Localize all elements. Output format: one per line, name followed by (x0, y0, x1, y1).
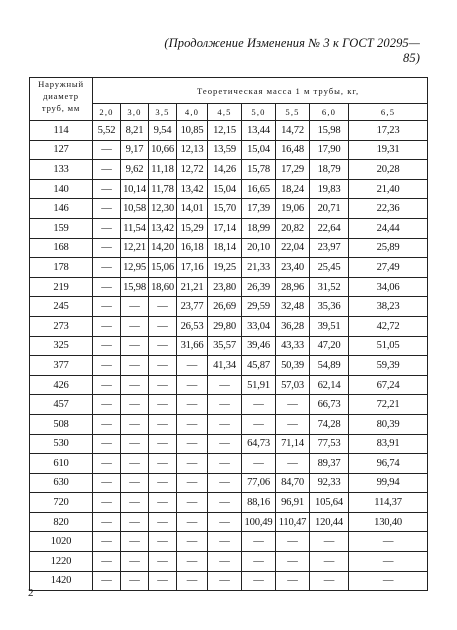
table-row (30, 160, 428, 180)
mass-value-cell: 29,59 (242, 297, 276, 317)
mass-value-cell: — (349, 532, 428, 552)
page-number: 2 (28, 587, 34, 599)
mass-value-cell: 62,14 (310, 375, 349, 395)
mass-value-cell: — (121, 336, 149, 356)
mass-value-cell: 15,98 (310, 121, 349, 141)
mass-value-cell: — (208, 375, 242, 395)
mass-value-cell: 15,78 (242, 160, 276, 180)
mass-value-cell: 11,78 (149, 179, 177, 199)
mass-value-cell: 19,31 (349, 140, 428, 160)
mass-value-cell: 22,04 (276, 238, 310, 258)
mass-value-cell: — (121, 512, 149, 532)
mass-value-cell: 114,37 (349, 493, 428, 513)
mass-value-cell: — (177, 395, 208, 415)
mass-value-cell: — (349, 552, 428, 572)
mass-value-cell: — (208, 571, 242, 591)
mass-value-cell: — (93, 297, 121, 317)
corner-header-line: Наружный (38, 79, 84, 89)
mass-value-cell: — (242, 395, 276, 415)
mass-value-cell: 9,62 (121, 160, 149, 180)
wall-thickness-header: 2,0 (93, 104, 121, 121)
mass-value-cell: — (121, 414, 149, 434)
table-row (30, 121, 428, 141)
pipe-mass-table (29, 77, 428, 591)
table-row (30, 199, 428, 219)
mass-value-cell: — (121, 356, 149, 376)
mass-value-cell: — (149, 434, 177, 454)
mass-value-cell: — (149, 493, 177, 513)
mass-value-cell: 88,16 (242, 493, 276, 513)
outer-diameter-cell: 1020 (30, 532, 93, 552)
mass-value-cell: 12,30 (149, 199, 177, 219)
mass-value-cell: 15,70 (208, 199, 242, 219)
mass-value-cell: 74,28 (310, 414, 349, 434)
table-row (30, 238, 428, 258)
mass-value-cell: — (149, 473, 177, 493)
outer-diameter-cell: 168 (30, 238, 93, 258)
mass-value-cell: — (93, 571, 121, 591)
mass-value-cell: — (93, 434, 121, 454)
outer-diameter-cell: 377 (30, 356, 93, 376)
mass-value-cell: 51,05 (349, 336, 428, 356)
mass-value-cell: 80,39 (349, 414, 428, 434)
mass-value-cell: — (177, 434, 208, 454)
mass-value-cell: 11,54 (121, 218, 149, 238)
outer-diameter-cell: 820 (30, 512, 93, 532)
mass-value-cell: 28,96 (276, 277, 310, 297)
mass-value-cell: — (93, 179, 121, 199)
mass-value-cell: 12,95 (121, 258, 149, 278)
outer-diameter-cell: 146 (30, 199, 93, 219)
mass-value-cell: 31,66 (177, 336, 208, 356)
mass-value-cell: — (93, 375, 121, 395)
table-row (30, 434, 428, 454)
table-row (30, 512, 428, 532)
mass-value-cell: 13,42 (177, 179, 208, 199)
mass-value-cell: 66,73 (310, 395, 349, 415)
mass-value-cell: 23,77 (177, 297, 208, 317)
mass-value-cell: 14,20 (149, 238, 177, 258)
table-row (30, 552, 428, 572)
mass-value-cell: — (121, 532, 149, 552)
mass-value-cell: — (349, 571, 428, 591)
mass-value-cell: 16,18 (177, 238, 208, 258)
mass-value-cell: 12,13 (177, 140, 208, 160)
mass-value-cell: 29,80 (208, 316, 242, 336)
mass-value-cell: — (149, 375, 177, 395)
mass-value-cell: — (242, 571, 276, 591)
mass-value-cell: — (121, 493, 149, 513)
table-row (30, 258, 428, 278)
table-row (30, 571, 428, 591)
mass-value-cell: — (149, 532, 177, 552)
mass-value-cell: 72,21 (349, 395, 428, 415)
mass-value-cell: 54,89 (310, 356, 349, 376)
mass-value-cell: 14,01 (177, 199, 208, 219)
mass-value-cell: 12,72 (177, 160, 208, 180)
mass-value-cell: 20,71 (310, 199, 349, 219)
mass-value-cell: 13,59 (208, 140, 242, 160)
mass-value-cell: 18,79 (310, 160, 349, 180)
mass-value-cell: — (93, 512, 121, 532)
wall-thickness-header: 6,5 (349, 104, 428, 121)
table-row (30, 179, 428, 199)
mass-value-cell: — (149, 454, 177, 474)
mass-value-cell: 18,24 (276, 179, 310, 199)
theoretical-mass-header: Теоретическая масса 1 м трубы, кг, (93, 78, 428, 104)
mass-value-cell: 14,72 (276, 121, 310, 141)
outer-diameter-cell: 630 (30, 473, 93, 493)
wall-thickness-header: 3,5 (149, 104, 177, 121)
continuation-header: (Продолжение Изменения № 3 к ГОСТ 20295—85) (164, 36, 420, 65)
mass-value-cell: — (93, 316, 121, 336)
mass-value-cell: 10,85 (177, 121, 208, 141)
mass-value-cell: — (121, 552, 149, 572)
outer-diameter-header (30, 78, 93, 121)
mass-value-cell: — (93, 140, 121, 160)
mass-value-cell: 92,33 (310, 473, 349, 493)
mass-value-cell: 17,29 (276, 160, 310, 180)
mass-value-cell: — (149, 297, 177, 317)
mass-value-cell: 15,29 (177, 218, 208, 238)
mass-value-cell: 18,60 (149, 277, 177, 297)
mass-value-cell: — (310, 552, 349, 572)
mass-value-cell: 64,73 (242, 434, 276, 454)
mass-value-cell: — (177, 356, 208, 376)
mass-value-cell: 21,21 (177, 277, 208, 297)
table-row (30, 454, 428, 474)
mass-value-cell: — (177, 493, 208, 513)
mass-value-cell: 14,26 (208, 160, 242, 180)
outer-diameter-cell: 159 (30, 218, 93, 238)
mass-value-cell: — (149, 552, 177, 572)
mass-value-cell: — (208, 395, 242, 415)
mass-value-cell: — (177, 571, 208, 591)
mass-value-cell: 77,53 (310, 434, 349, 454)
mass-value-cell: 45,87 (242, 356, 276, 376)
mass-value-cell: 89,37 (310, 454, 349, 474)
mass-value-cell: — (276, 552, 310, 572)
mass-value-cell: — (208, 414, 242, 434)
wall-thickness-header: 3,0 (121, 104, 149, 121)
wall-thickness-header: 4,5 (208, 104, 242, 121)
mass-value-cell: — (93, 414, 121, 434)
mass-value-cell: 26,39 (242, 277, 276, 297)
mass-value-cell: — (276, 532, 310, 552)
mass-value-cell: 47,20 (310, 336, 349, 356)
mass-value-cell: — (121, 375, 149, 395)
mass-value-cell: — (177, 414, 208, 434)
outer-diameter-cell: 426 (30, 375, 93, 395)
mass-value-cell: 32,48 (276, 297, 310, 317)
mass-value-cell: 9,17 (121, 140, 149, 160)
mass-value-cell: — (93, 356, 121, 376)
mass-value-cell: 96,74 (349, 454, 428, 474)
mass-value-cell: — (149, 414, 177, 434)
mass-value-cell: 50,39 (276, 356, 310, 376)
mass-value-cell: — (149, 356, 177, 376)
mass-value-cell: 67,24 (349, 375, 428, 395)
outer-diameter-cell: 178 (30, 258, 93, 278)
mass-value-cell: — (121, 571, 149, 591)
mass-value-cell: — (242, 552, 276, 572)
mass-value-cell: — (93, 160, 121, 180)
mass-value-cell: 25,45 (310, 258, 349, 278)
mass-value-cell: 110,47 (276, 512, 310, 532)
mass-value-cell: 43,33 (276, 336, 310, 356)
mass-value-cell: 96,91 (276, 493, 310, 513)
corner-header-line: труб, мм (41, 103, 81, 113)
outer-diameter-cell: 457 (30, 395, 93, 415)
mass-value-cell: 5,52 (93, 121, 121, 141)
outer-diameter-cell: 720 (30, 493, 93, 513)
outer-diameter-cell: 1420 (30, 571, 93, 591)
mass-value-cell: 35,36 (310, 297, 349, 317)
mass-value-cell: 19,06 (276, 199, 310, 219)
mass-value-cell: — (208, 473, 242, 493)
table-row (30, 277, 428, 297)
mass-value-cell: 34,06 (349, 277, 428, 297)
mass-value-cell: — (93, 218, 121, 238)
mass-value-cell: — (177, 552, 208, 572)
outer-diameter-cell: 127 (30, 140, 93, 160)
wall-thickness-header: 5,5 (276, 104, 310, 121)
mass-value-cell: — (93, 336, 121, 356)
mass-value-cell: 17,14 (208, 218, 242, 238)
table-row (30, 297, 428, 317)
mass-value-cell: 11,18 (149, 160, 177, 180)
mass-value-cell: 15,04 (242, 140, 276, 160)
mass-value-cell: — (208, 512, 242, 532)
wall-thickness-header: 6,0 (310, 104, 349, 121)
mass-value-cell: 23,80 (208, 277, 242, 297)
mass-value-cell: — (149, 395, 177, 415)
mass-value-cell: 10,66 (149, 140, 177, 160)
mass-value-cell: 17,23 (349, 121, 428, 141)
corner-header-line: диаметр (43, 91, 79, 101)
outer-diameter-cell: 273 (30, 316, 93, 336)
outer-diameter-cell: 219 (30, 277, 93, 297)
wall-thickness-header: 4,0 (177, 104, 208, 121)
outer-diameter-cell: 114 (30, 121, 93, 141)
outer-diameter-cell: 245 (30, 297, 93, 317)
mass-value-cell: — (177, 473, 208, 493)
mass-value-cell: 17,39 (242, 199, 276, 219)
mass-value-cell: 9,54 (149, 121, 177, 141)
mass-value-cell: — (177, 512, 208, 532)
table-row (30, 375, 428, 395)
mass-value-cell: — (310, 571, 349, 591)
mass-value-cell: 15,06 (149, 258, 177, 278)
table-row (30, 532, 428, 552)
table-row (30, 336, 428, 356)
outer-diameter-cell: 530 (30, 434, 93, 454)
outer-diameter-cell: 133 (30, 160, 93, 180)
mass-value-cell: — (208, 454, 242, 474)
mass-value-cell: 17,16 (177, 258, 208, 278)
table-body (30, 121, 428, 591)
mass-value-cell: 57,03 (276, 375, 310, 395)
mass-value-cell: — (93, 258, 121, 278)
mass-value-cell: 38,23 (349, 297, 428, 317)
mass-value-cell: 35,57 (208, 336, 242, 356)
mass-value-cell: — (310, 532, 349, 552)
mass-value-cell: 130,40 (349, 512, 428, 532)
mass-value-cell: — (121, 395, 149, 415)
mass-value-cell: 39,51 (310, 316, 349, 336)
mass-value-cell: — (208, 532, 242, 552)
mass-value-cell: — (177, 375, 208, 395)
mass-value-cell: — (93, 493, 121, 513)
mass-value-cell: 77,06 (242, 473, 276, 493)
mass-value-cell: 22,36 (349, 199, 428, 219)
mass-value-cell: — (93, 454, 121, 474)
mass-value-cell: — (93, 238, 121, 258)
mass-value-cell: 39,46 (242, 336, 276, 356)
mass-value-cell: 23,40 (276, 258, 310, 278)
mass-value-cell: 19,25 (208, 258, 242, 278)
mass-value-cell: — (242, 414, 276, 434)
mass-value-cell: 16,65 (242, 179, 276, 199)
mass-value-cell: — (93, 552, 121, 572)
mass-value-cell: 25,89 (349, 238, 428, 258)
mass-value-cell: — (208, 493, 242, 513)
mass-value-cell: 27,49 (349, 258, 428, 278)
mass-value-cell: 15,04 (208, 179, 242, 199)
mass-value-cell: — (93, 395, 121, 415)
mass-value-cell: 26,53 (177, 316, 208, 336)
mass-value-cell: 31,52 (310, 277, 349, 297)
mass-value-cell: — (208, 434, 242, 454)
mass-value-cell: 21,40 (349, 179, 428, 199)
mass-value-cell: 100,49 (242, 512, 276, 532)
mass-value-cell: 26,69 (208, 297, 242, 317)
mass-value-cell: 33,04 (242, 316, 276, 336)
mass-value-cell: — (93, 473, 121, 493)
mass-value-cell: 10,58 (121, 199, 149, 219)
mass-value-cell: — (121, 297, 149, 317)
mass-value-cell: 18,14 (208, 238, 242, 258)
mass-value-cell: 24,44 (349, 218, 428, 238)
mass-value-cell: 20,82 (276, 218, 310, 238)
mass-value-cell: 13,44 (242, 121, 276, 141)
mass-value-cell: — (242, 454, 276, 474)
mass-value-cell: 36,28 (276, 316, 310, 336)
mass-value-cell: 16,48 (276, 140, 310, 160)
mass-value-cell: 15,98 (121, 277, 149, 297)
mass-value-cell: — (208, 552, 242, 572)
wall-thickness-header: 5,0 (242, 104, 276, 121)
mass-value-cell: 12,15 (208, 121, 242, 141)
mass-value-cell: 83,91 (349, 434, 428, 454)
mass-value-cell: 12,21 (121, 238, 149, 258)
mass-value-cell: 20,28 (349, 160, 428, 180)
mass-value-cell: — (276, 414, 310, 434)
mass-value-cell: 120,44 (310, 512, 349, 532)
mass-value-cell: 21,33 (242, 258, 276, 278)
mass-value-cell: — (149, 336, 177, 356)
mass-value-cell: — (93, 532, 121, 552)
table-row (30, 356, 428, 376)
table-row (30, 395, 428, 415)
outer-diameter-cell: 610 (30, 454, 93, 474)
mass-value-cell: 23,97 (310, 238, 349, 258)
mass-value-cell: 105,64 (310, 493, 349, 513)
mass-value-cell: 19,83 (310, 179, 349, 199)
mass-value-cell: — (93, 199, 121, 219)
mass-value-cell: 59,39 (349, 356, 428, 376)
table-row (30, 414, 428, 434)
mass-value-cell: 22,64 (310, 218, 349, 238)
table-row (30, 316, 428, 336)
mass-value-cell: — (93, 277, 121, 297)
mass-value-cell: — (149, 512, 177, 532)
table-row (30, 473, 428, 493)
mass-value-cell: — (121, 434, 149, 454)
table-header (30, 78, 428, 121)
mass-value-cell: — (276, 395, 310, 415)
mass-value-cell: 42,72 (349, 316, 428, 336)
mass-value-cell: 20,10 (242, 238, 276, 258)
mass-value-cell: 18,99 (242, 218, 276, 238)
mass-value-cell: 10,14 (121, 179, 149, 199)
outer-diameter-cell: 1220 (30, 552, 93, 572)
mass-value-cell: — (121, 473, 149, 493)
mass-value-cell: — (121, 454, 149, 474)
mass-value-cell: — (149, 316, 177, 336)
mass-value-cell: — (276, 454, 310, 474)
mass-value-cell: 8,21 (121, 121, 149, 141)
mass-value-cell: — (177, 454, 208, 474)
mass-value-cell: — (121, 316, 149, 336)
outer-diameter-cell: 325 (30, 336, 93, 356)
mass-value-cell: 51,91 (242, 375, 276, 395)
mass-value-cell: — (149, 571, 177, 591)
mass-value-cell: 71,14 (276, 434, 310, 454)
mass-value-cell: 99,94 (349, 473, 428, 493)
outer-diameter-cell: 508 (30, 414, 93, 434)
table-row (30, 140, 428, 160)
mass-value-cell: 17,90 (310, 140, 349, 160)
outer-diameter-cell: 140 (30, 179, 93, 199)
mass-value-cell: — (242, 532, 276, 552)
table-row (30, 493, 428, 513)
mass-value-cell: — (177, 532, 208, 552)
mass-value-cell: — (276, 571, 310, 591)
table-row (30, 218, 428, 238)
mass-value-cell: 13,42 (149, 218, 177, 238)
mass-value-cell: 84,70 (276, 473, 310, 493)
mass-value-cell: 41,34 (208, 356, 242, 376)
